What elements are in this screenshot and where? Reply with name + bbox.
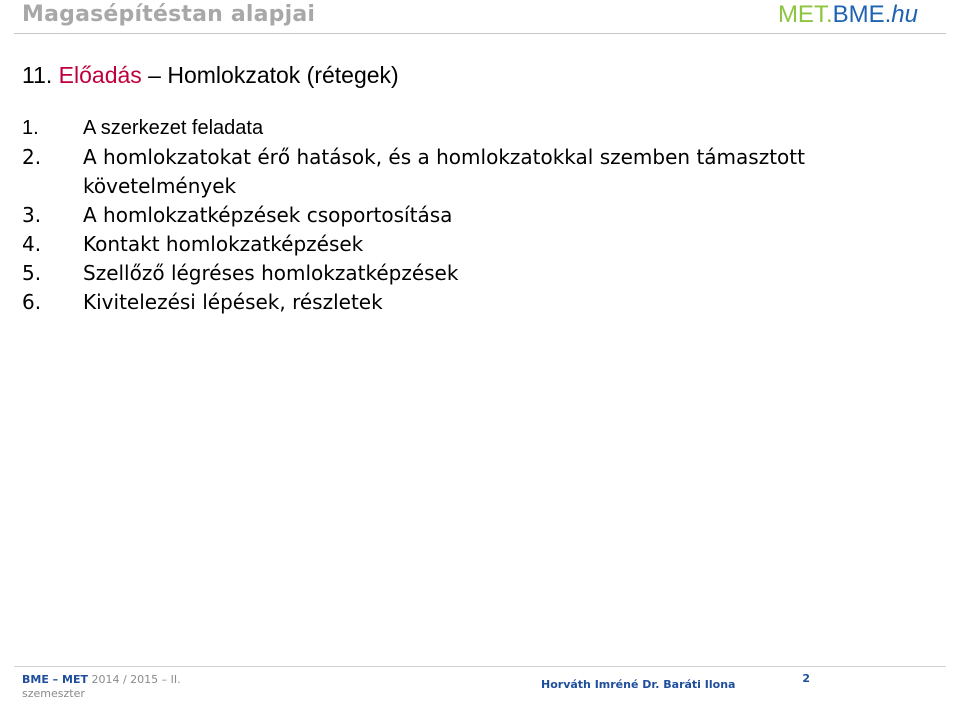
- outline-item-text: A homlokzatokat érő hatások, és a homlokzatokkal szemben támasztott követelmények: [83, 145, 805, 198]
- logo-bme: BME.: [832, 1, 892, 28]
- outline-item: [22, 259, 942, 288]
- logo-met: MET.: [777, 1, 833, 28]
- header-divider: [14, 33, 946, 34]
- outline-item: [22, 288, 942, 317]
- outline-item-text: A homlokzatképzések csoportosítása: [83, 203, 453, 227]
- slide-header: [0, 0, 960, 32]
- outline-item-number: 2.: [22, 145, 42, 169]
- outline-item: [22, 143, 942, 201]
- outline-item-text: Kivitelezési lépések, részletek: [83, 290, 383, 314]
- logo-hu: hu: [891, 1, 918, 28]
- lecture-number: 11.: [22, 62, 59, 88]
- lecture-title: [22, 62, 399, 89]
- footer-org: BME – MET: [22, 673, 88, 686]
- page-number: 2: [802, 672, 810, 685]
- footer-year: 2014 / 2015 – II.: [91, 673, 181, 686]
- outline-item-number: 5.: [22, 261, 42, 285]
- outline-item-text: Kontakt homlokzatképzések: [83, 232, 364, 256]
- footer-semester: szemeszter: [22, 687, 85, 700]
- lecture-topic: – Homlokzatok (rétegek): [141, 62, 399, 88]
- slide-footer: [0, 667, 960, 700]
- footer-author: Horváth Imréné Dr. Baráti Ilona: [541, 678, 736, 691]
- outline-item-number: 3.: [22, 203, 42, 227]
- outline-item-text: Szellőző légréses homlokzatképzések: [83, 261, 459, 285]
- outline-item-text: A szerkezet feladata: [83, 117, 264, 139]
- outline-item-number: 6.: [22, 290, 42, 314]
- lecture-label: Előadás: [58, 62, 142, 88]
- met-bme-logo[interactable]: [778, 1, 918, 29]
- outline-item: [22, 230, 942, 259]
- outline-item: [22, 114, 942, 143]
- outline-item: [22, 201, 942, 230]
- course-title: Magasépítéstan alapjai: [22, 2, 316, 27]
- outline-item-number: 4.: [22, 232, 42, 256]
- outline-item-number: 1.: [22, 117, 39, 139]
- outline-list: [22, 114, 942, 317]
